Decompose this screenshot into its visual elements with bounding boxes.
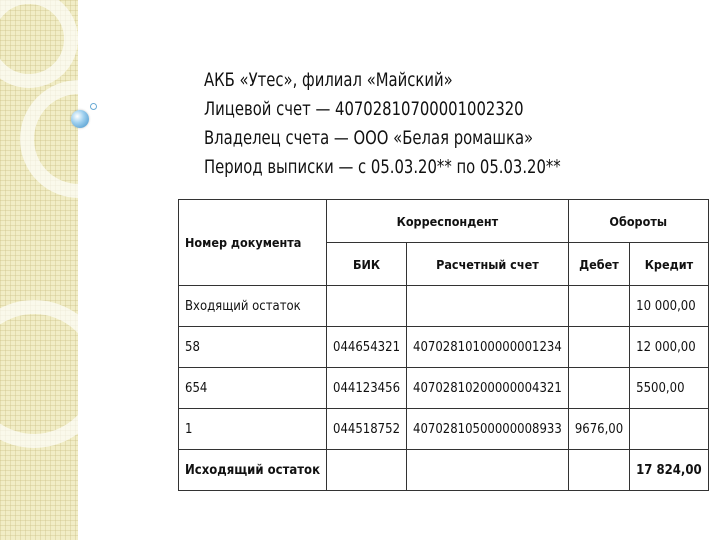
statement-table xyxy=(178,199,709,491)
cell-credit: 12 000,00 xyxy=(630,327,708,368)
cell-doc: 654 xyxy=(179,368,327,409)
decorative-side-strip xyxy=(0,0,78,540)
cell-credit: 10 000,00 xyxy=(630,286,708,327)
cell-account: 40702810500000008933 xyxy=(407,409,569,450)
table-row xyxy=(179,368,709,409)
account-owner: Владелец счета — ООО «Белая ромашка» xyxy=(204,127,534,149)
cell-doc: Входящий остаток xyxy=(179,286,327,327)
col-header-correspondent: Корреспондент xyxy=(327,200,569,243)
table-row xyxy=(179,409,709,450)
cell-account xyxy=(407,286,569,327)
decorative-orb-icon xyxy=(71,110,89,128)
cell-doc: 58 xyxy=(179,327,327,368)
cell-account: 40702810200000004321 xyxy=(407,368,569,409)
cell-bik: 044518752 xyxy=(327,409,407,450)
cell-account: 40702810100000001234 xyxy=(407,327,569,368)
cell-credit: 5500,00 xyxy=(630,368,708,409)
statement-header xyxy=(204,66,561,182)
decorative-arc xyxy=(0,0,78,88)
cell-debit xyxy=(568,450,629,491)
decorative-arc xyxy=(0,300,78,448)
table-row xyxy=(179,450,709,491)
col-header-bik: БИК xyxy=(327,243,407,286)
cell-doc: Исходящий остаток xyxy=(179,450,327,491)
decorative-arc xyxy=(20,80,78,198)
account-number: Лицевой счет — 40702810700001002320 xyxy=(204,98,524,120)
cell-bik: 044654321 xyxy=(327,327,407,368)
table-row xyxy=(179,327,709,368)
col-header-doc: Номер документа xyxy=(179,200,327,286)
cell-debit xyxy=(568,286,629,327)
cell-bik xyxy=(327,286,407,327)
cell-debit: 9676,00 xyxy=(568,409,629,450)
decorative-small-orb-icon xyxy=(90,103,97,110)
cell-debit xyxy=(568,327,629,368)
cell-credit xyxy=(630,409,708,450)
table-row xyxy=(179,286,709,327)
col-header-credit: Кредит xyxy=(630,243,708,286)
cell-debit xyxy=(568,368,629,409)
col-header-turnover: Обороты xyxy=(568,200,708,243)
cell-credit: 17 824,00 xyxy=(630,450,708,491)
col-header-debit: Дебет xyxy=(568,243,629,286)
cell-bik: 044123456 xyxy=(327,368,407,409)
cell-bik xyxy=(327,450,407,491)
cell-account xyxy=(407,450,569,491)
bank-name: АКБ «Утес», филиал «Майский» xyxy=(204,69,453,91)
col-header-account: Расчетный счет xyxy=(407,243,569,286)
cell-doc: 1 xyxy=(179,409,327,450)
statement-period: Период выписки — с 05.03.20** по 05.03.20** xyxy=(204,156,561,178)
